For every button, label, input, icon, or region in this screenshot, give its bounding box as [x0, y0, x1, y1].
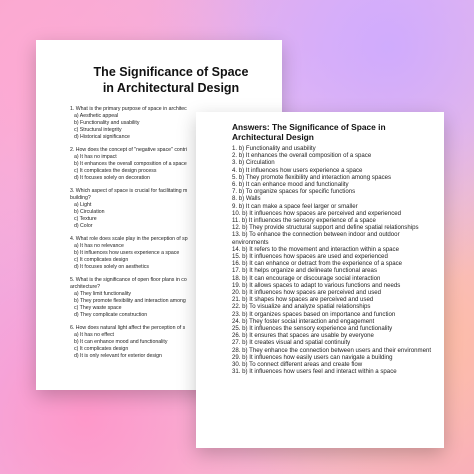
answers-list [232, 145, 434, 376]
question-option: c) Structural integrity [74, 127, 122, 133]
answer-item: 5. b) They promote flexibility and interaction among spaces [232, 173, 392, 181]
answer-item: 2. b) It enhances the overall composition of a space [232, 152, 372, 160]
answer-item: 28. b) They enhance the connection between users and their environment [232, 346, 432, 354]
answer-item: 14. b) It refers to the movement and interaction within a space [232, 245, 399, 253]
answer-item: 13. b) To enhance the connection between indoor and outdoor environments [232, 231, 400, 246]
question-option: d) They complicate construction [74, 312, 148, 318]
answer-item: 24. b) They foster social interaction and engagement [232, 317, 375, 325]
answer-item: 4. b) It influences how users experience a space [232, 166, 363, 174]
question-option: b) Functionality and usability [74, 120, 140, 126]
question-option: c) Texture [74, 216, 97, 222]
question-option: a) It has no effect [74, 332, 114, 338]
question-text: 4. What role does scale play in the perception of sp [70, 236, 188, 242]
question-text: 2. How does the concept of "negative space" contri [70, 147, 188, 153]
question-text: 1. What is the primary purpose of space in architec [70, 106, 187, 112]
answer-item: 26. b) It ensures that spaces are usable by everyone [232, 332, 374, 340]
answer-item: 29. b) It influences how easily users can navigate a building [232, 353, 393, 361]
answer-item: 17. b) It helps organize and delineate functional areas [232, 267, 377, 275]
answer-item: 18. b) It can encourage or discourage social interaction [232, 274, 381, 282]
question-option: d) Historical significance [74, 134, 130, 140]
answer-item: 22. b) To visualize and analyze spatial relationships [232, 303, 371, 311]
answer-item: 11. b) It influences the sensory experience of a space [232, 217, 376, 225]
answer-item: 3. b) Circulation [232, 159, 275, 167]
answer-item: 27. b) It creates visual and spatial continuity [232, 339, 351, 347]
answer-item: 20. b) It influences how spaces are perceived and used [232, 289, 382, 297]
answers-title: Answers: The Significance of Space in Architectural Design [232, 122, 386, 142]
answer-item: 9. b) It can make a space feel larger or smaller [232, 202, 358, 210]
question-option: a) Aesthetic appeal [74, 113, 119, 119]
question-option: b) It influences how users experience a space [74, 250, 180, 256]
answer-item: 8. b) Walls [232, 195, 261, 203]
answer-item: 23. b) It organizes spaces based on importance and function [232, 310, 396, 318]
question-option: c) It complicates the design process [74, 168, 157, 174]
question-option: c) It complicates design [74, 346, 129, 352]
question-option: d) It is only relevant for exterior design [74, 353, 162, 359]
answers-sheet [196, 112, 444, 448]
question-option: d) Color [74, 223, 93, 229]
question-option: d) It focuses solely on aesthetics [74, 264, 149, 270]
question-option: d) It focuses solely on decoration [74, 175, 150, 181]
answer-item: 12. b) They provide structural support and define spatial relationships [232, 224, 419, 232]
answer-item: 19. b) It allows spaces to adapt to various functions and needs [232, 281, 401, 289]
question-option: a) Light [74, 202, 92, 208]
question-option: b) Circulation [74, 209, 105, 215]
answer-item: 15. b) It influences how spaces are used and experienced [232, 253, 388, 261]
answer-item: 10. b) It influences how spaces are perceived and experienced [232, 209, 402, 217]
questions-title: The Significance of Space in Architectural Design [93, 65, 249, 95]
question-option: c) It complicates design [74, 257, 129, 263]
question-option: b) It can enhance mood and functionality [74, 339, 168, 345]
answer-item: 1. b) Functionality and usability [232, 145, 316, 152]
question-option: b) They promote flexibility and interaction among [74, 298, 186, 304]
question-text: 5. What is the significance of open floor plans in co architecture? [70, 277, 187, 290]
answer-item: 7. b) To organize spaces for specific functions [232, 188, 356, 196]
answer-item: 16. b) It can enhance or detract from the experience of a space [232, 260, 403, 268]
question-text: 6. How does natural light affect the perception of s [70, 325, 186, 331]
answer-item: 25. b) It influences the sensory experience and functionality [232, 325, 393, 333]
answer-item: 6. b) It can enhance mood and functionality [232, 181, 349, 189]
answer-item: 30. b) To connect different areas and create flow [232, 361, 363, 369]
answer-item: 21. b) It shapes how spaces are perceived and used [232, 296, 374, 304]
question-option: c) They waste space [74, 305, 122, 311]
answer-item: 31. b) It influences how users feel and interact within a space [232, 368, 397, 376]
question-option: a) It has no impact [74, 154, 117, 160]
question-option: a) They limit functionality [74, 291, 131, 297]
question-option: a) It has no relevance [74, 243, 124, 249]
question-option: b) It enhances the overall composition of a space [74, 161, 187, 167]
question-text: 3. Which aspect of space is crucial for facilitating m building? [70, 188, 188, 201]
